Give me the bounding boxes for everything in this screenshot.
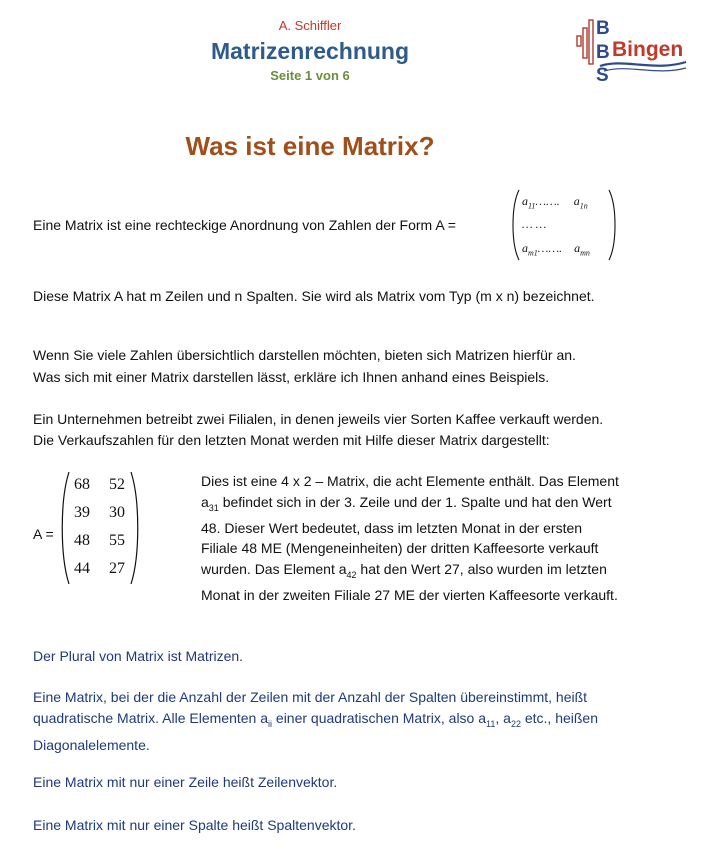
general-matrix-row-3: $a_{m1}\dots\dots$. $a_{mn}$ <box>522 241 590 258</box>
section-heading: Was ist eine Matrix? <box>185 131 435 161</box>
matrix-cell-2-2: 30 <box>109 504 125 521</box>
logo-wave <box>600 62 686 66</box>
school-logo <box>574 14 688 84</box>
example-matrix <box>60 470 140 586</box>
matrix-cell-1-2: 52 <box>109 476 125 493</box>
author-name: A. Schiffler <box>278 18 342 33</box>
matrix-cell-1-1: 68 <box>74 476 90 493</box>
matrix-cell-4-1: 44 <box>74 560 90 577</box>
page-indicator: Seite 1 von 6 <box>270 68 350 83</box>
definition-text: Eine Matrix ist eine rechteckige Anordnung von Zahlen der Form A = <box>33 217 456 233</box>
intro-line-1: Wenn Sie viele Zahlen übersichtlich darstellen möchten, bieten sich Matrizen hierfür an. <box>33 347 576 363</box>
plural-text: Der Plural von Matrix ist Matrizen. <box>33 648 244 664</box>
example-line-1: Ein Unternehmen betreibt zwei Filialen, in denen jeweils vier Sorten Kaffee verkauft werden. <box>33 411 604 427</box>
row-vector-text: Eine Matrix mit nur einer Zeile heißt Zeilenvektor. <box>33 774 338 790</box>
intro-line-2: Was sich mit einer Matrix darstellen lässt, erkläre ich Ihnen anhand eines Beispiels. <box>33 369 550 385</box>
example-line-2: Die Verkaufszahlen für den letzten Monat werden mit Hilfe dieser Matrix dargestellt: <box>33 432 550 448</box>
general-matrix-row-1: $a_{11}\dots\dots$. $a_{1n}$ <box>522 194 588 211</box>
matrix-cell-3-2: 55 <box>109 532 125 549</box>
page-header <box>150 18 470 84</box>
matrix-size-text: Diese Matrix A hat m Zeilen und n Spalten. Sie wird als Matrix vom Typ (m x n) bezeichnet. <box>33 288 595 304</box>
logo-town: Bingen <box>612 38 684 61</box>
column-vector-text: Eine Matrix mit nur einer Spalte heißt Spaltenvektor. <box>33 817 356 833</box>
logo-letter-2: B <box>596 42 610 63</box>
matrix-label: A = <box>33 526 54 542</box>
document-title: Matrizenrechnung <box>210 38 410 64</box>
logo-letter-3: S <box>596 65 609 84</box>
logo-wave-2 <box>604 68 686 71</box>
general-matrix <box>510 188 618 262</box>
logo-letter-1: B <box>596 18 610 39</box>
matrix-cell-4-2: 27 <box>109 560 125 577</box>
logo-graphic <box>574 14 688 84</box>
matrix-description: Dies ist eine 4 x 2 – Matrix, die acht Elemente enthält. Das Element $a_{31}$ befindet sich in der 3. Zeile und der 1. Spalte und hat den Wert 48. Dieser Wert bedeutet, dass im letzten Monat in der ersten Filiale 48 ME (Mengeneinheiten) der dritten Kaffeesorte verkauft wurden. Das Element $a_{42}$ hat den Wert 27, also wurden im letzten Monat in der zweiten Filiale 27 ME der vierten Kaffeesorte verkauft. <box>201 473 619 604</box>
matrix-cell-3-1: 48 <box>74 532 90 549</box>
matrix-cell-2-1: 39 <box>74 504 90 521</box>
square-matrix-text: Eine Matrix, bei der die Anzahl der Zeilen mit der Anzahl der Spalten übereinstimmt, heißt quadratische Matrix. Alle Elementen $a_{ii}$ einer quadratischen Matrix, also $a_{11}$, $a_{22}$ etc., heißen Diagonalelemente. <box>33 689 598 753</box>
general-matrix-row-2: … … <box>522 217 547 231</box>
